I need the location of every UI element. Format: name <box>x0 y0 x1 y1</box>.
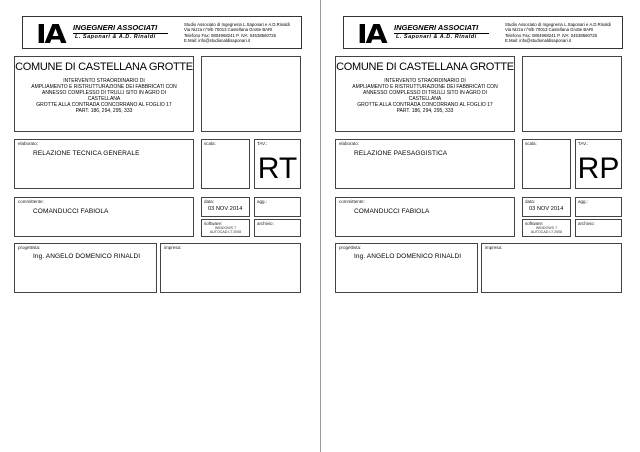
project-box <box>335 56 515 132</box>
committente-box <box>335 197 515 237</box>
project-box <box>14 56 194 132</box>
software-box <box>522 219 571 237</box>
intervento-line: ANNESSO COMPLESSO DI TRULLI SITO IN AGRO DI <box>362 90 487 96</box>
stamp-box <box>201 56 301 132</box>
info-line: Via Nizza n°9/b 70013 Castellana Grotte BARI <box>505 27 594 33</box>
software-label: software: <box>525 221 544 226</box>
elaborato-box <box>14 139 194 189</box>
sheet-right <box>320 0 640 452</box>
progettista-value: Ing. ANGELO DOMENICO RINALDI <box>33 253 141 260</box>
intervento-line: PART. 186, 294, 295, 333 <box>396 108 454 114</box>
tav-box <box>575 139 622 189</box>
scala-box <box>201 139 250 189</box>
firm-info <box>505 22 611 43</box>
scala-label: scala: <box>204 141 216 146</box>
data-box <box>522 197 571 217</box>
elaborato-box <box>335 139 515 189</box>
info-line: E.Mail: info@studionaldisaponari.it <box>505 37 571 43</box>
info-line: Telefono Fax: 0804968241 P. IVA: 04538560725 <box>505 32 598 38</box>
data-label: data: <box>204 199 215 204</box>
firm-names: L. Saponari & A.D. Rinaldi <box>396 34 477 40</box>
agg-label: agg.: <box>578 199 589 204</box>
software-line: WINDOWS 7 <box>214 226 237 230</box>
data-value: 03 NOV 2014 <box>529 206 564 212</box>
progettista-box <box>335 243 478 293</box>
software-line: AUTOCAD LT 2008 <box>530 230 563 235</box>
info-line: Studio Associato di Ingegneria L.Saponari e A.D.Rinaldi <box>184 22 290 27</box>
intervento-line: INTERVENTO STRAORDINARIO DI <box>63 78 145 84</box>
tav-label: TAV.: <box>578 141 589 146</box>
tav-label: TAV.: <box>257 141 268 146</box>
firm-info <box>184 22 290 43</box>
title-header <box>343 16 623 49</box>
elaborato-value: RELAZIONE TECNICA GENERALE <box>33 150 140 157</box>
elaborato-label: elaborato: <box>339 141 360 146</box>
firm-names: L. Saponari & A.D. Rinaldi <box>75 34 156 40</box>
info-line: E.Mail: info@studionaldisaponari.it <box>184 37 250 43</box>
info-line: Telefono Fax: 0804968241 P. IVA: 04538560725 <box>184 32 277 38</box>
impresa-label: impresa: <box>485 245 503 250</box>
title-header <box>22 16 302 49</box>
progettista-label: progettista: <box>18 245 41 250</box>
committente-label: committente: <box>18 199 44 204</box>
data-label: data: <box>525 199 536 204</box>
firm-logo: IA <box>36 20 65 50</box>
intervento-line: GROTTE ALLA CONTRADA CONCORRANO AL FOGLIO 17 <box>36 102 172 108</box>
scala-label: scala: <box>525 141 537 146</box>
impresa-box <box>160 243 301 293</box>
archivio-label: archivio: <box>257 221 274 226</box>
intervento-line: PART. 186, 294, 295, 333 <box>75 108 133 114</box>
software-value <box>523 226 570 235</box>
tav-box <box>254 139 301 189</box>
agg-box <box>575 197 622 217</box>
info-line: Via Nizza n°9/b 70013 Castellana Grotte BARI <box>184 27 273 33</box>
intervento-text <box>19 78 189 114</box>
committente-label: committente: <box>339 199 365 204</box>
software-value <box>202 226 249 235</box>
data-box <box>201 197 250 217</box>
committente-value: COMANDUCCI FABIOLA <box>33 208 109 215</box>
software-line: AUTOCAD LT 2008 <box>209 230 242 235</box>
elaborato-label: elaborato: <box>18 141 39 146</box>
intervento-line: ANNESSO COMPLESSO DI TRULLI SITO IN AGRO DI <box>41 90 166 96</box>
stamp-box <box>522 56 622 132</box>
intervento-text <box>340 78 510 114</box>
archivio-box <box>254 219 301 237</box>
firm-logo: IA <box>357 20 386 50</box>
firm-title: INGEGNERI ASSOCIATI <box>73 23 158 32</box>
intervento-line: INTERVENTO STRAORDINARIO DI <box>384 78 466 84</box>
intervento-line: CASTELLANA <box>87 96 121 102</box>
intervento-line: GROTTE ALLA CONTRADA CONCORRANO AL FOGLIO 17 <box>357 102 493 108</box>
firm-title: INGEGNERI ASSOCIATI <box>394 23 479 32</box>
impresa-label: impresa: <box>164 245 182 250</box>
committente-box <box>14 197 194 237</box>
committente-value: COMANDUCCI FABIOLA <box>354 208 430 215</box>
data-value: 03 NOV 2014 <box>208 206 243 212</box>
impresa-box <box>481 243 622 293</box>
archivio-box <box>575 219 622 237</box>
progettista-label: progettista: <box>339 245 362 250</box>
tav-code: RT <box>257 152 298 185</box>
intervento-line: AMPLIAMENTO E RISTRUTTURAZIONE DEI FABBRICATI CON <box>352 84 498 90</box>
software-label: software: <box>204 221 223 226</box>
intervento-line: AMPLIAMENTO E RISTRUTTURAZIONE DEI FABBRICATI CON <box>31 84 177 90</box>
comune-title: COMUNE DI CASTELLANA GROTTE <box>15 61 193 73</box>
progettista-value: Ing. ANGELO DOMENICO RINALDI <box>354 253 462 260</box>
progettista-box <box>14 243 157 293</box>
elaborato-value: RELAZIONE PAESAGGISTICA <box>354 150 448 157</box>
comune-title: COMUNE DI CASTELLANA GROTTE <box>336 61 514 73</box>
software-box <box>201 219 250 237</box>
intervento-line: CASTELLANA <box>408 96 442 102</box>
agg-label: agg.: <box>257 199 268 204</box>
software-line: WINDOWS 7 <box>535 226 558 230</box>
archivio-label: archivio: <box>578 221 595 226</box>
agg-box <box>254 197 301 217</box>
scala-box <box>522 139 571 189</box>
info-line: Studio Associato di Ingegneria L.Saponari e A.D.Rinaldi <box>505 22 611 27</box>
tav-code: RP <box>577 152 620 185</box>
